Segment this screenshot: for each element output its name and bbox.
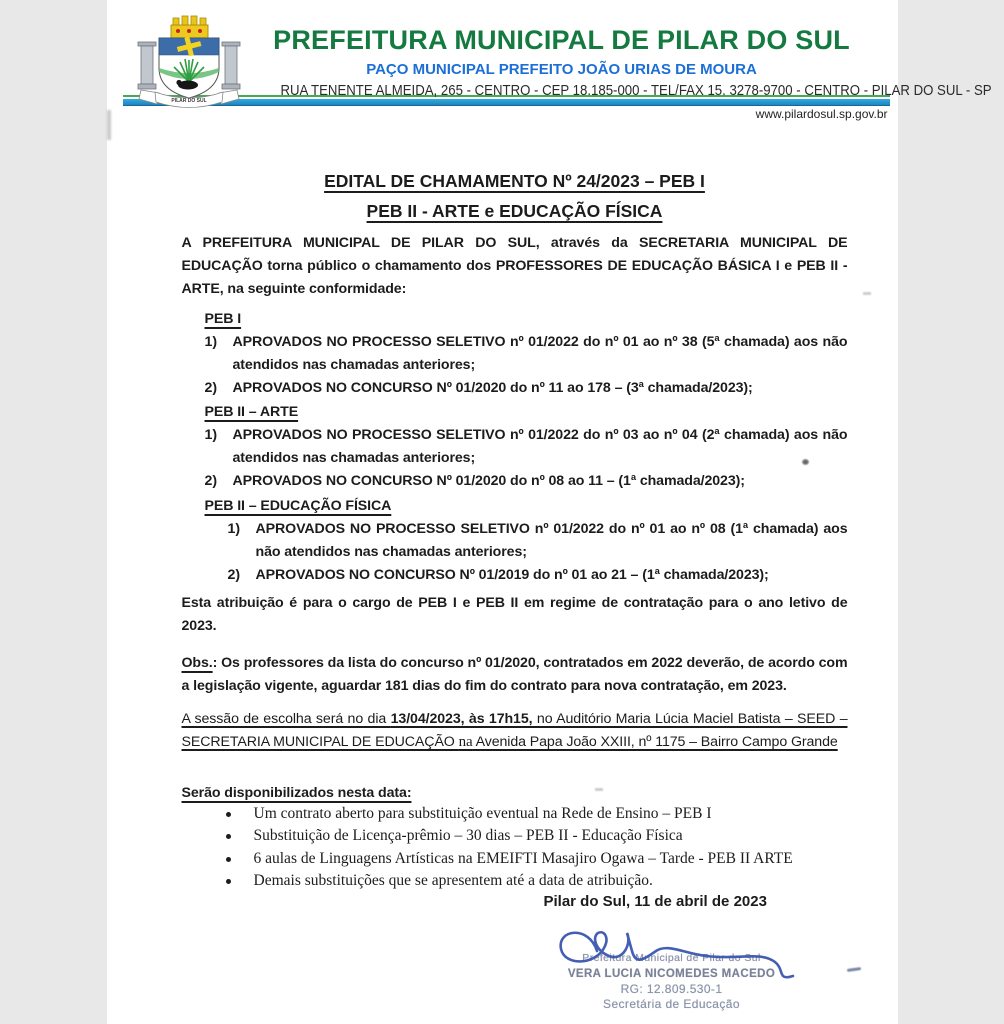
letterhead-subtitle: PAÇO MUNICIPAL PREFEITO JOÃO URIAS DE MOURA xyxy=(366,61,757,78)
session-datetime: 13/04/2023, às 17h15, xyxy=(390,711,533,727)
section-heading: PEB II – EDUCAÇÃO FÍSICA xyxy=(204,498,392,514)
list-item xyxy=(205,331,848,377)
session-paragraph xyxy=(182,708,848,754)
edital-title-line2: PEB II - ARTE e EDUCAÇÃO FÍSICA xyxy=(366,201,663,221)
section-peb-ii-arte xyxy=(182,401,848,493)
item-text: APROVADOS NO PROCESSO SELETIVO nº 01/2022 do nº 01 ao nº 08 (1ª chamada) aos não atendidos nas chamadas anteriores; xyxy=(255,521,848,560)
scan-artifact xyxy=(802,459,809,465)
letterhead xyxy=(232,24,992,99)
letterhead-address-text: RUA TENENTE ALMEIDA, 265 - CENTRO - CEP 18.185-000 - TEL/FAX 15. 3278-9700 - CENTRO - PILAR DO SUL - SP xyxy=(279,82,992,99)
section-heading: PEB II – ARTE xyxy=(204,404,299,420)
item-text: APROVADOS NO PROCESSO SELETIVO nº 01/2022 do nº 03 ao nº 04 (2ª chamada) aos não atendidos nas chamadas anteriores; xyxy=(232,427,848,466)
handwritten-signature xyxy=(535,913,855,996)
edital-title-line1: EDITAL DE CHAMAMENTO Nº 24/2023 – PEB I xyxy=(324,171,705,191)
coat-of-arms-icon xyxy=(133,10,245,110)
crest-crown xyxy=(171,16,208,38)
available-heading-text: Serão disponibilizados nesta data: xyxy=(181,785,412,801)
item-text: APROVADOS NO CONCURSO Nº 01/2020 do nº 08 ao 11 – (1ª chamada/2023); xyxy=(232,473,745,489)
section-items xyxy=(205,331,848,400)
obs-paragraph xyxy=(182,652,848,698)
intro-paragraph: A PREFEITURA MUNICIPAL DE PILAR DO SUL, através da SECRETARIA MUNICIPAL DE EDUCAÇÃO torna público o chamamento dos PROFESSORES DE EDUCAÇÃO BÁSICA I e PEB II - ARTE, na seguinte conformidade: xyxy=(181,235,848,297)
session-na: na xyxy=(458,734,473,750)
obs-label: Obs. xyxy=(181,655,213,671)
available-list xyxy=(212,803,832,892)
item-number: 2) xyxy=(204,380,218,396)
scan-artifact xyxy=(107,110,111,140)
item-number: 1) xyxy=(227,521,241,537)
list-item xyxy=(205,424,848,470)
available-heading xyxy=(182,782,848,805)
item-number: 2) xyxy=(204,473,218,489)
section-heading: PEB I xyxy=(204,311,242,327)
section-peb-ii-educacao-fisica xyxy=(182,495,848,587)
item-number: 2) xyxy=(227,567,241,583)
list-item xyxy=(228,518,848,564)
edital-title xyxy=(182,166,848,226)
obs-text: : Os professores da lista do concurso nº 01/2020, contratados em 2022 deverão, de acordo com a legislação vigente, aguardar 181 dias do fim do contrato para nova contratação, em 2023. xyxy=(181,655,848,694)
stamp-entity: Prefeitura Municipal de Pilar do Sul xyxy=(582,952,761,964)
item-text: APROVADOS NO CONCURSO Nº 01/2020 do nº 11 ao 178 – (3ª chamada/2023); xyxy=(232,380,753,396)
stamp-role: Secretária de Educação xyxy=(603,997,740,1011)
item-text: APROVADOS NO CONCURSO Nº 01/2019 do nº 01 ao 21 – (1ª chamada/2023); xyxy=(255,567,769,583)
list-item xyxy=(205,470,848,493)
scanned-document-page xyxy=(107,0,992,1024)
stamp-name: VERA LUCIA NICOMEDES MACEDO xyxy=(567,968,776,980)
crest-shield xyxy=(159,34,219,98)
session-part1: A sessão de escolha será no dia xyxy=(181,711,391,727)
list-item: 6 aulas de Linguagens Artísticas na EMEIFTI Masajiro Ogawa – Tarde - PEB II ARTE xyxy=(212,848,832,870)
session-part2: no Auditório Maria Lúcia Maciel Batista – SEED – SECRETARIA MUNICIPAL DE EDUCAÇÃO xyxy=(181,711,848,750)
list-item: Substituição de Licença-prêmio – 30 dias – PEB II - Educação Física xyxy=(212,825,832,847)
list-item: Demais substituições que se apresentem até a data de atribuição. xyxy=(212,870,832,892)
scan-artifact xyxy=(863,292,871,295)
date-line: Pilar do Sul, 11 de abril de 2023 xyxy=(543,893,767,910)
session-part3: Avenida Papa João XXIII, nº 1175 – Bairro Campo Grande xyxy=(472,734,838,750)
item-text: APROVADOS NO PROCESSO SELETIVO nº 01/2022 do nº 01 ao nº 38 (5ª chamada) aos não atendidos nas chamadas anteriores; xyxy=(232,334,848,373)
crest-ribbon-text: PILAR DO SUL xyxy=(170,98,207,104)
attribution-paragraph: Esta atribuição é para o cargo de PEB I e PEB II em regime de contratação para o ano letivo de 2023. xyxy=(181,595,848,634)
letterhead-title: PREFEITURA MUNICIPAL DE PILAR DO SUL xyxy=(273,25,850,55)
list-item xyxy=(205,377,848,400)
scan-artifact xyxy=(595,788,603,791)
website-url: www.pilardosul.sp.gov.br xyxy=(755,107,888,121)
signature-icon xyxy=(535,913,855,991)
section-items xyxy=(228,518,848,587)
section-peb-i xyxy=(182,308,848,400)
municipal-coat-of-arms xyxy=(133,10,245,115)
item-number: 1) xyxy=(204,427,218,443)
list-item xyxy=(228,564,848,587)
item-number: 1) xyxy=(204,334,218,350)
stamp-rg: RG: 12.809.530-1 xyxy=(620,982,723,996)
list-item: Um contrato aberto para substituição eventual na Rede de Ensino – PEB I xyxy=(212,803,832,825)
section-items xyxy=(205,424,848,493)
letterhead-address xyxy=(232,82,992,99)
